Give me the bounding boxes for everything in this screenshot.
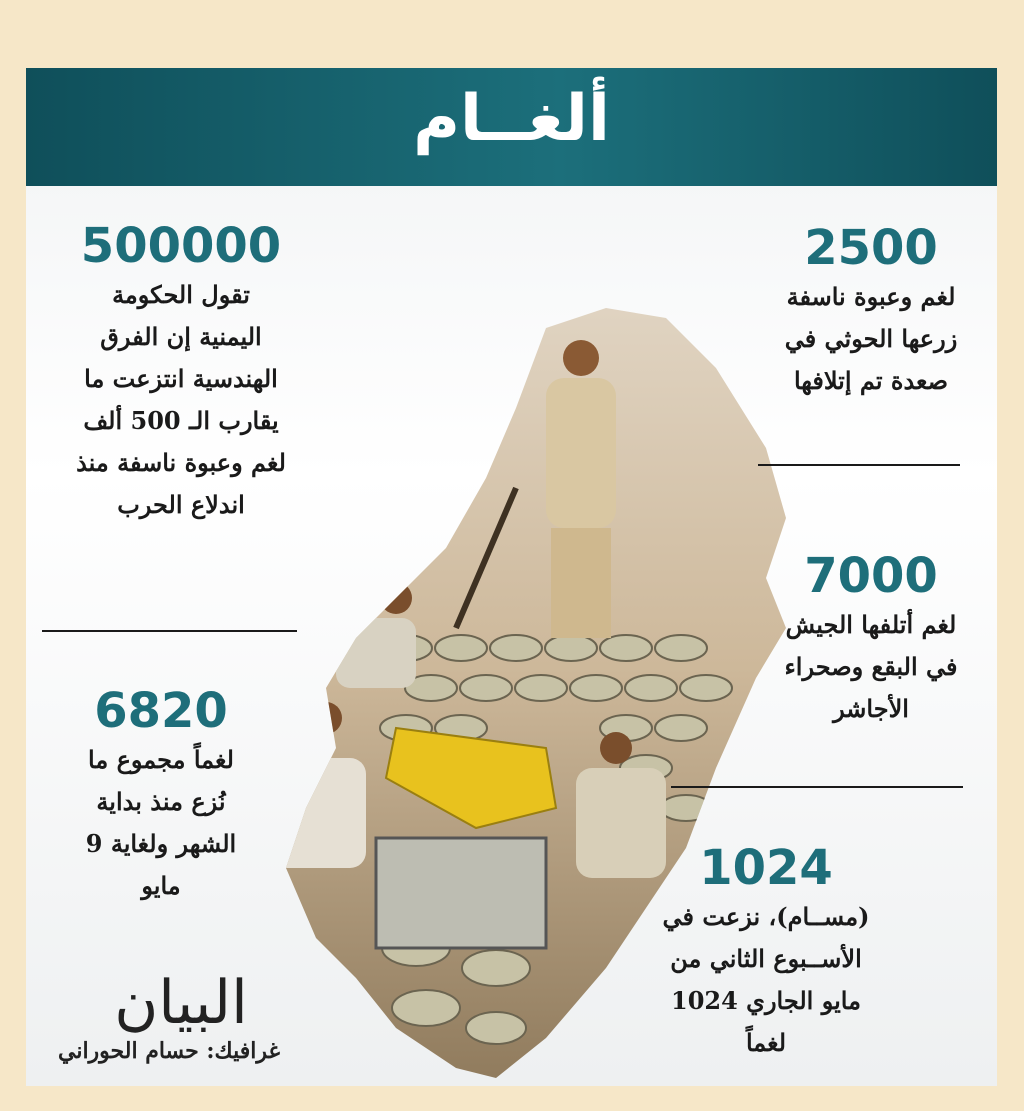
divider bbox=[671, 786, 963, 788]
infographic-card bbox=[26, 68, 997, 1086]
stat-line: اليمنية إن الفرق bbox=[100, 322, 262, 351]
stat-number: 7000 bbox=[804, 548, 938, 604]
stat-line: نُزع منذ بداية bbox=[96, 787, 226, 816]
stat-line: لغماً bbox=[745, 1028, 787, 1057]
stat-line: زرعها الحوثي في bbox=[784, 324, 958, 353]
stat-number: 500000 bbox=[80, 218, 282, 274]
stat-line: مايو الجاري 1024 bbox=[671, 986, 861, 1015]
stat-number: 1024 bbox=[699, 840, 833, 896]
stat-line: صعدة تم إتلافها bbox=[793, 366, 948, 395]
stat-line: تقول الحكومة bbox=[112, 280, 250, 309]
page-title: ألغــام bbox=[413, 82, 610, 156]
stat-6820 bbox=[46, 683, 276, 907]
divider bbox=[42, 630, 297, 632]
stat-line: يقارب الـ 500 ألف bbox=[83, 406, 279, 435]
stat-line: لغم وعبوة ناسفة منذ bbox=[76, 448, 286, 477]
stat-line: (مســام)، نزعت في bbox=[662, 902, 870, 931]
graphic-credit: غرافيك: حسام الحوراني bbox=[57, 1038, 281, 1064]
stat-number: 2500 bbox=[804, 220, 938, 276]
stat-line: الهندسية انتزعت ما bbox=[84, 364, 278, 393]
stat-line: لغم أتلفها الجيش bbox=[785, 610, 957, 639]
stat-500000 bbox=[46, 218, 316, 526]
divider bbox=[758, 464, 960, 466]
albayan-logo: البيان bbox=[114, 968, 248, 1038]
stat-7000 bbox=[746, 548, 996, 730]
stat-line: لغماً مجموع ما bbox=[88, 745, 234, 774]
stat-line: الأجاشر bbox=[833, 694, 909, 723]
stat-line: الشهر ولغاية 9 bbox=[85, 829, 237, 858]
stat-line: الأســبوع الثاني من bbox=[670, 944, 862, 973]
stat-line: لغم وعبوة ناسفة bbox=[786, 282, 956, 311]
stat-line: مايو bbox=[141, 871, 181, 900]
stat-line: اندلاع الحرب bbox=[117, 490, 245, 519]
stat-1024 bbox=[626, 840, 906, 1064]
stat-2500 bbox=[746, 220, 996, 402]
title-banner bbox=[26, 68, 997, 186]
stat-line: في البقع وصحراء bbox=[784, 652, 958, 681]
stat-number: 6820 bbox=[94, 683, 228, 739]
